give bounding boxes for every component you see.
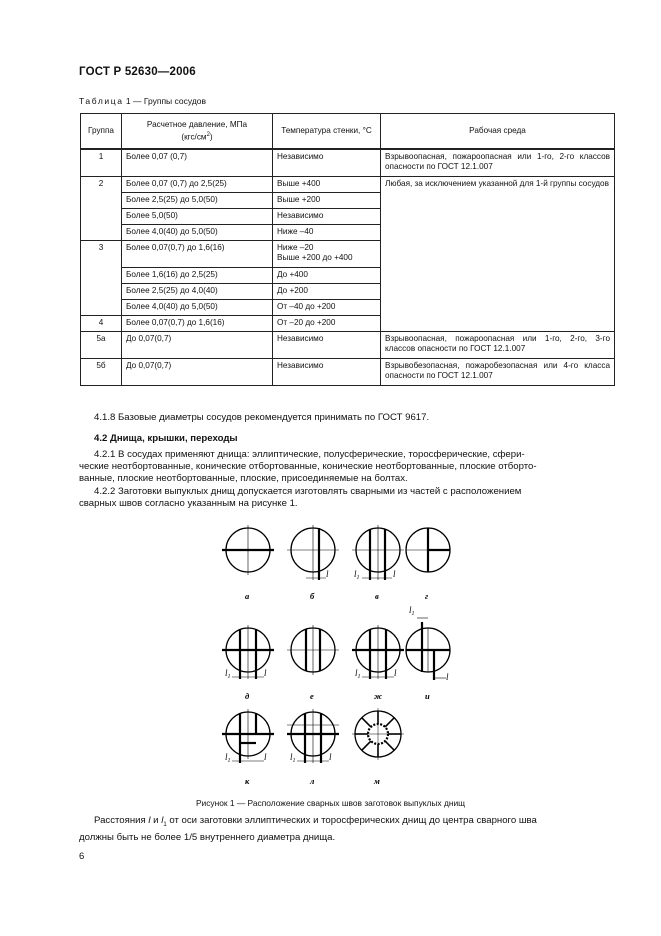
dim-label-l: l [394, 668, 397, 678]
vessel-groups-table [80, 113, 615, 386]
dim-label-l: l [329, 752, 332, 762]
document-header: ГОСТ Р 52630—2006 [79, 66, 196, 78]
table-row [81, 358, 615, 385]
table-row [81, 149, 615, 176]
cell-group: 4 [81, 315, 122, 331]
variant-e-diagram [287, 625, 339, 701]
col-header-temperature: Температура стенки, °С [273, 114, 381, 150]
cell-temperature: Независимо [273, 208, 381, 224]
cell-temperature: До +400 [273, 267, 381, 283]
cell-pressure: Более 2,5(25) до 4,0(40) [122, 283, 273, 299]
dim-label-l: l [326, 569, 329, 579]
paragraph-4-2-1: 4.2.1 В сосудах применяют днища: эллиптические, полусферические, торосферические, сфери- ческие неотбортованные, конические отбортованные, конические неотбортованные, плоские отборто- ванные, плоские неотбортованные, плоские, присоединяемые на болтах. [79, 449, 537, 484]
cell-pressure: Более 0,07 (0,7) до 2,5(25) [122, 176, 273, 192]
cell-group: 5б [81, 358, 122, 385]
svg-text:l1: $l_1$ [354, 569, 360, 581]
cell-temperature: Выше +400 [273, 176, 381, 192]
dim-label-l: l [393, 569, 396, 579]
cell-pressure: Более 0,07 (0,7) [122, 149, 273, 176]
label-zh: ж [374, 691, 383, 701]
variant-k-diagram [222, 709, 274, 786]
dim-label-l: l [264, 668, 267, 678]
svg-text:l1: $l_1$ [225, 752, 231, 764]
label-d: д [245, 691, 250, 701]
cell-pressure: Более 0,07(0,7) до 1,6(16) [122, 240, 273, 267]
col-header-medium: Рабочая среда [381, 114, 615, 150]
cell-pressure: Более 2,5(25) до 5,0(50) [122, 192, 273, 208]
label-l: л [310, 776, 315, 786]
cell-pressure: До 0,07(0,7) [122, 331, 273, 358]
table-row [81, 331, 615, 358]
cell-group: 2 [81, 176, 122, 240]
variant-d-diagram [222, 625, 274, 701]
variant-a-diagram [222, 525, 274, 601]
paragraph-4-1-8: 4.1.8 Базовые диаметры сосудов рекомендуется принимать по ГОСТ 9617. [94, 412, 430, 423]
cell-group: 5а [81, 331, 122, 358]
svg-text:l1: $l_1$ [409, 605, 415, 617]
cell-group: 3 [81, 240, 122, 315]
cell-pressure: Более 4,0(40) до 5,0(50) [122, 299, 273, 315]
cell-medium: Любая, за исключением указанной для 1-й группы сосудов [381, 176, 615, 331]
variant-l-diagram [287, 709, 339, 786]
dim-label-l1: l [290, 752, 293, 762]
dim-label-l1: l [354, 569, 357, 579]
variant-b-diagram [287, 525, 339, 601]
cell-medium: Взрывобезопасная, пожаробезопасная или 4-го класса опасности по ГОСТ 12.1.007 [381, 358, 615, 385]
variant-zh-diagram [352, 625, 404, 701]
figure-caption: Рисунок 1 — Расположение сварных швов заготовок выпуклых днищ [195, 798, 466, 808]
paragraph-distances: Расстояния l и $l_1$ от оси заготовки эллиптических и торосферических днищ до центра сварного шва должны быть не более 1/5 внутреннего диаметра днища. [79, 815, 537, 843]
weld-seams-figure [212, 522, 452, 794]
label-v: в [375, 591, 379, 601]
cell-temperature: От –20 до +200 [273, 315, 381, 331]
label-b: б [310, 591, 315, 601]
cell-temperature: Выше +200 [273, 192, 381, 208]
variant-v-diagram [352, 525, 404, 601]
cell-group: 1 [81, 149, 122, 176]
svg-text:l1: $l_1$ [290, 752, 296, 764]
variant-i-diagram [406, 605, 450, 701]
cell-pressure: Более 4,0(40) до 5,0(50) [122, 224, 273, 240]
dim-label-l1: l [355, 668, 358, 678]
cell-temperature: Независимо [273, 358, 381, 385]
cell-pressure: Более 1,6(16) до 2,5(25) [122, 267, 273, 283]
table-header-row [81, 114, 615, 150]
cell-temperature: Ниже –20 Выше +200 до +400 [273, 240, 381, 267]
cell-temperature: От –40 до +200 [273, 299, 381, 315]
table-row [81, 176, 615, 192]
cell-temperature: Ниже –40 [273, 224, 381, 240]
svg-text:l1: $l_1$ [355, 668, 361, 680]
cell-temperature: Независимо [273, 149, 381, 176]
cell-temperature: До +200 [273, 283, 381, 299]
label-g: г [425, 591, 429, 601]
label-k: к [245, 776, 250, 786]
section-heading-4-2: 4.2 Днища, крышки, переходы [94, 433, 238, 444]
table-caption: Таблица 1 — Группы сосудов [79, 96, 207, 106]
dim-label-l1: l [225, 668, 228, 678]
variant-m-diagram [352, 708, 404, 786]
label-a: а [245, 591, 250, 601]
page-number: 6 [79, 851, 85, 862]
col-header-group: Группа [81, 114, 122, 150]
dim-label-l1: l [409, 605, 412, 615]
svg-text:l1: $l_1$ [225, 668, 231, 680]
cell-pressure: Более 5,0(50) [122, 208, 273, 224]
cell-temperature: Независимо [273, 331, 381, 358]
col-header-pressure: Расчетное давление, МПа $(кгс/см^2)$ [122, 114, 273, 150]
label-m: м [374, 776, 380, 786]
label-i: и [425, 691, 430, 701]
cell-pressure: Более 0,07(0,7) до 1,6(16) [122, 315, 273, 331]
dim-label-l: l [446, 672, 449, 682]
dim-label-l1: l [225, 752, 228, 762]
paragraph-4-2-2: 4.2.2 Заготовки выпуклых днищ допускается изготовлять сварными из частей с расположением сварных швов согласно указанным на рисунке 1. [79, 486, 522, 509]
variant-g-diagram [406, 528, 450, 601]
label-e: е [310, 691, 314, 701]
dim-label-l: l [264, 752, 267, 762]
cell-medium: Взрывоопасная, пожароопасная или 1-го, 2-го, 3-го классов опасности по ГОСТ 12.1.007 [381, 331, 615, 358]
cell-pressure: До 0,07(0,7) [122, 358, 273, 385]
cell-medium: Взрывоопасная, пожароопасная или 1-го, 2-го классов опасности по ГОСТ 12.1.007 [381, 149, 615, 176]
